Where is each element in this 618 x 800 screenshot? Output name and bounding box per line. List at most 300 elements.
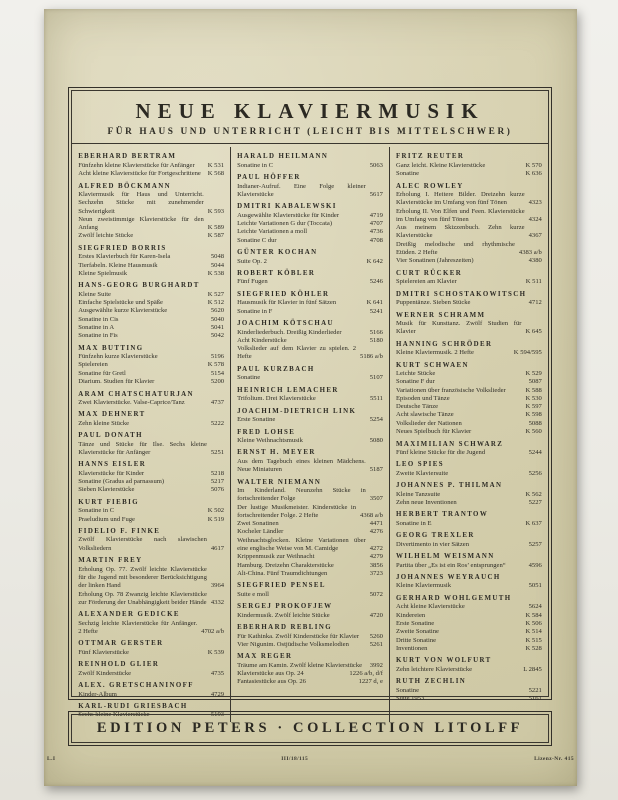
catalog-number: 4324: [528, 215, 542, 223]
work-title: Hamburg. Dreizehn Charakterstücke: [237, 561, 334, 569]
composer-group: [237, 249, 383, 266]
imprint-right: Lizenz-Nr. 415: [534, 756, 574, 762]
catalog-number: 5256: [528, 469, 542, 477]
page-subtitle: FÜR HAUS UND UNTERRICHT (LEICHT BIS MITTELSCHWER): [107, 127, 513, 138]
catalog-number: 4707: [369, 220, 383, 228]
catalog-number: 4737: [210, 398, 225, 406]
work-title: Erste Sonatine: [237, 416, 276, 424]
work-title: Sonatine in Fis: [78, 332, 118, 340]
composer-group: [78, 528, 224, 553]
work-entry: [237, 237, 383, 245]
imprint-line: [47, 756, 574, 762]
composer-name: JOHANNES WEYRAUCH: [395, 574, 501, 582]
work-title: Spielereien am Klavier: [395, 278, 457, 286]
work-entry: [396, 162, 542, 170]
work-entry: [78, 649, 224, 657]
work-entry: [237, 345, 383, 362]
catalog-page: [44, 9, 577, 786]
catalog-number: K 529: [525, 369, 542, 377]
composer-name: ALFRED BÖCKMANN: [78, 182, 171, 190]
catalog-number: 4736: [369, 228, 383, 236]
catalog-number: 5246: [369, 278, 383, 286]
catalog-number: L 2845: [523, 665, 542, 673]
work-title: Sonatine in E: [395, 519, 432, 527]
catalog-number: 5107: [369, 374, 383, 382]
work-entry: [396, 470, 542, 478]
catalog-number: K 597: [525, 403, 542, 411]
work-title: Ganz leicht. Kleine Klavierstücke: [395, 161, 486, 169]
work-title: Sonatine in C: [237, 161, 273, 169]
composer-name: LEO SPIES: [395, 461, 444, 469]
work-entry: [396, 520, 542, 528]
work-title: Acht kleine Klavierstücke für Fortgeschrittene: [78, 170, 201, 178]
work-title: Sechzig leichte Klavierstücke für Anfänger. 2 Hefte: [78, 619, 198, 635]
work-entry: [237, 487, 383, 504]
work-entry: [396, 612, 542, 620]
catalog-number: 5222: [210, 419, 225, 427]
work-entry: [237, 329, 383, 337]
work-title: Sechs kleine Klavierstücke: [78, 711, 150, 719]
catalog-number: K 528: [525, 644, 542, 652]
work-title: Kleine Spielmusik: [78, 269, 128, 277]
work-title: Für Kathinka. Zwölf Kinderstücke für Klavier: [237, 632, 360, 640]
catalog-number: 5166: [369, 328, 383, 336]
work-entry: [237, 570, 383, 578]
work-title: Weihnachtsglocken. Kleine Variationen über eine englische Weise von M. Camidge: [237, 536, 366, 553]
catalog-number: K 636: [525, 170, 542, 178]
work-title: Zweite Sonatine: [395, 628, 439, 636]
composer-name: MAX BUTTING: [78, 344, 144, 352]
composer-name: HANNING SCHRÖDER: [395, 340, 493, 348]
catalog-number: K 584: [525, 611, 542, 619]
work-entry: [396, 403, 542, 411]
catalog-number: 3964: [210, 582, 225, 590]
composer-group: [78, 557, 224, 607]
catalog-number: K 568: [207, 170, 225, 178]
catalog-content: [71, 90, 549, 719]
work-entry: [237, 662, 383, 670]
work-title: Kindermusik. Zwölf leichte Stücke: [237, 611, 330, 619]
work-entry: [237, 670, 383, 678]
catalog-number: 3507: [369, 495, 383, 503]
catalog-number: K 641: [366, 299, 383, 307]
catalog-number: 4712: [528, 299, 542, 307]
composer-name: KURT VON WOLFURT: [395, 657, 492, 665]
work-entry: [78, 361, 224, 369]
column-2: [230, 147, 389, 722]
catalog-number: 5244: [528, 448, 542, 456]
work-entry: [78, 191, 224, 216]
work-title: Aus dem Tagebuch eines kleinen Mädchens. Neue Miniaturen: [237, 457, 366, 474]
catalog-number: 5041: [210, 323, 225, 331]
catalog-number: 5088: [528, 419, 542, 427]
catalog-number: K 560: [525, 428, 542, 436]
composer-name: RUTH ZECHLIN: [395, 678, 467, 686]
catalog-number: 5624: [528, 603, 542, 611]
composer-name: MAXIMILIAN SCHWARZ: [395, 440, 504, 448]
work-entry: [78, 478, 224, 486]
work-entry: [78, 170, 224, 178]
work-title: Sonatine: [237, 374, 261, 382]
work-title: Erholung Op. 77. Zwölf leichte Klavierstücke für die Jugend mit besonderer Berücksichtigung der linken Hand: [78, 565, 207, 590]
composer-group: [78, 432, 224, 457]
publisher-line: EDITION PETERS · COLLECTION LITOLFF: [96, 720, 524, 736]
work-entry: [237, 528, 383, 536]
composer-name: CURT RÜCKER: [395, 269, 463, 277]
composer-group: [237, 449, 383, 474]
work-entry: [396, 499, 542, 507]
work-entry: [396, 299, 542, 307]
work-entry: [78, 262, 224, 270]
composer-group: [237, 270, 383, 287]
catalog-number: 4729: [210, 690, 225, 698]
catalog-number: 5161: [528, 694, 542, 702]
composer-name: KARL-RUDI GRIESBACH: [78, 703, 188, 711]
work-entry: [237, 537, 383, 554]
work-title: Aus meinem Skizzenbuch. Zehn kurze Klavierstücke: [395, 224, 525, 240]
composer-name: KURT SCHWAEN: [395, 361, 469, 369]
catalog-number: K 530: [525, 394, 542, 402]
catalog-number: 5257: [528, 540, 542, 548]
work-title: Einfache Spielstücke und Späße: [78, 299, 163, 307]
work-entry: [78, 420, 224, 428]
work-title: Zehn neue Inventionen: [395, 498, 457, 506]
work-title: Zwei Klavierstücke. Valse-Caprice/Tanz: [78, 398, 185, 406]
catalog-number: 5187: [369, 466, 383, 474]
catalog-number: 5227: [528, 498, 542, 506]
work-entry: [237, 562, 383, 570]
work-title: Sonatine in C: [78, 507, 115, 515]
catalog-number: K 514: [525, 628, 542, 636]
work-entry: [237, 520, 383, 528]
work-entry: [237, 437, 383, 445]
work-title: Zehn leichtere Klavierstücke: [395, 665, 473, 673]
work-entry: [396, 628, 542, 636]
work-entry: [237, 299, 383, 307]
catalog-number: K 570: [525, 161, 542, 169]
composer-group: [78, 461, 224, 494]
work-entry: [237, 416, 383, 424]
work-title: Tierfabeln. Kleine Hausmusik: [78, 261, 158, 269]
work-title: Acht slawische Tänze: [395, 411, 454, 419]
work-title: Deutsche Tänze: [395, 403, 439, 411]
work-title: Kleine Klaviermusik. 2 Hefte: [395, 349, 474, 357]
work-title: Fünfzehn kleine Klavierstücke für Anfänger: [78, 161, 195, 169]
catalog-number: 5154: [210, 369, 225, 377]
catalog-number: 5620: [210, 307, 225, 315]
composer-group: [237, 624, 383, 649]
catalog-number: 5617: [369, 190, 383, 198]
work-title: Fünf kleine Stücke für die Jugend: [395, 448, 486, 456]
work-entry: [237, 258, 383, 266]
work-title: Sonatine: [395, 686, 420, 694]
work-title: Fünfzehn kurze Klavierstücke: [78, 353, 158, 361]
work-title: Ausgewählte kurze Klavierstücke: [78, 307, 168, 315]
work-entry: [78, 470, 224, 478]
composer-group: [78, 499, 224, 524]
work-entry: [396, 687, 542, 695]
composer-name: JOACHIM KÖTSCHAU: [237, 320, 334, 328]
work-title: Klavierstücke für Kinder: [78, 469, 145, 477]
catalog-number: K 512: [207, 299, 225, 307]
catalog-number: 4332: [210, 598, 225, 606]
work-title: Variationen über französische Volkslieder: [395, 386, 506, 394]
catalog-number: K 578: [207, 361, 225, 369]
catalog-number: K 588: [525, 386, 542, 394]
catalog-number: K 515: [525, 636, 542, 644]
work-title: Klavierstücke aus Op. 24: [237, 670, 304, 677]
catalog-number: 4720: [369, 611, 383, 619]
work-title: Kleine Suite: [78, 290, 111, 298]
composer-name: GEORG TREXLER: [395, 532, 475, 540]
work-entry: [396, 620, 542, 628]
work-title: Tänze und Stücke für Ilse. Sechs kleine Klavierstücke für Anfänger: [78, 440, 207, 456]
work-entry: [78, 332, 224, 340]
work-entry: [396, 411, 542, 419]
composer-name: REINHOLD GLIER: [78, 661, 160, 669]
work-title: Partita über „Es ist ein Ros’ entsprungen“: [395, 561, 506, 569]
work-entry: [78, 216, 224, 233]
work-entry: [78, 324, 224, 332]
catalog-number: 4368 a/b: [360, 511, 383, 519]
catalog-border-box: [68, 87, 552, 719]
work-entry: [78, 399, 224, 407]
work-title: Sonatine in A: [78, 323, 115, 331]
work-entry: [78, 670, 224, 678]
catalog-number: 4617: [210, 544, 225, 552]
work-entry: [237, 504, 383, 521]
composer-name: EBERHARD BERTRAM: [78, 153, 177, 161]
composer-name: HANS-GEORG BURGHARDT: [78, 282, 200, 290]
catalog-number: 4367: [528, 232, 542, 240]
composer-name: MAX REGER: [237, 653, 293, 661]
work-entry: [396, 208, 542, 225]
publisher-content: [71, 714, 549, 743]
work-entry: [78, 353, 224, 361]
work-title: Volkslieder der Nationen: [395, 419, 462, 427]
catalog-number: 5080: [369, 436, 383, 444]
composer-group: [237, 366, 383, 383]
composer-group: [396, 291, 542, 308]
work-entry: [396, 224, 542, 241]
catalog-number: K 519: [207, 515, 225, 523]
catalog-number: 5200: [210, 378, 225, 386]
catalog-number: K 511: [525, 278, 542, 286]
work-entry: [237, 591, 383, 599]
catalog-number: K 527: [207, 290, 225, 298]
catalog-number: 5048: [210, 253, 225, 261]
composer-group: [396, 153, 542, 178]
catalog-number: 5044: [210, 261, 225, 269]
work-entry: [78, 370, 224, 378]
work-entry: [78, 516, 224, 524]
work-entry: [396, 562, 542, 570]
work-entry: [78, 316, 224, 324]
catalog-number: 5072: [369, 590, 383, 598]
catalog-number: K 598: [525, 411, 542, 419]
work-entry: [237, 228, 383, 236]
composer-name: GÜNTER KOCHAN: [237, 249, 318, 257]
work-title: Sonatine in Cis: [78, 315, 119, 323]
composer-group: [237, 387, 383, 404]
work-title: Fünf Klavierstücke: [78, 648, 129, 656]
catalog-number: 5196: [210, 353, 225, 361]
work-entry: [396, 395, 542, 403]
composer-group: [78, 640, 224, 657]
work-entry: [396, 603, 542, 611]
composer-name: HANNS EISLER: [78, 461, 147, 469]
work-entry: [237, 633, 383, 641]
work-entry: [78, 591, 224, 608]
catalog-number: 5241: [369, 307, 383, 315]
composer-group: [78, 153, 224, 178]
work-title: Divertimento in vier Sätzen: [395, 540, 469, 548]
work-entry: [78, 299, 224, 307]
composer-group: [237, 203, 383, 245]
work-title: Zwölf leichte Stücke: [78, 232, 134, 240]
catalog-number: 4702 a/b: [201, 627, 225, 635]
catalog-number: 4735: [210, 669, 225, 677]
work-title: Vier Sonatinen (Jahreszeiten): [395, 257, 474, 265]
catalog-number: 1226 a/b, d/f: [349, 670, 383, 677]
composer-group: [237, 653, 383, 686]
composer-group: [237, 603, 383, 620]
work-entry: [396, 541, 542, 549]
catalog-number: K 593: [207, 207, 225, 215]
composer-group: [396, 553, 542, 570]
work-title: Diarium. Studien für Klavier: [78, 378, 155, 386]
catalog-number: K 538: [207, 269, 225, 277]
composer-group: [237, 479, 383, 579]
catalog-number: 4323: [528, 199, 542, 207]
catalog-number: 4279: [369, 553, 383, 561]
catalog-number: K 531: [207, 161, 225, 169]
work-entry: [396, 666, 542, 674]
work-title: Zwölf Kinderstücke: [78, 669, 132, 677]
work-title: Acht Kinderstücke: [237, 336, 287, 344]
composer-group: [237, 153, 383, 170]
composer-name: MARTIN FREY: [78, 557, 143, 565]
catalog-number: 5251: [210, 448, 225, 456]
work-title: Indianer-Aufruf. Eine Folge kleiner Klavierstücke: [237, 182, 366, 198]
work-entry: [78, 162, 224, 170]
work-title: Hausmusik für Klavier in fünf Sätzen: [237, 299, 337, 307]
work-title: Klaviermusik für Haus und Unterricht. Sechzehn Stücke mit zunehmender Schwierigkeit: [78, 190, 204, 215]
composer-group: [78, 391, 224, 408]
work-title: Erholung Op. 78 Zwanzig leichte Klavierstücke zur Förderung der Unabhängigkeit beider Hände: [78, 590, 207, 606]
work-title: Dreißig melodische und rhythmische Etüden. 2 Hefte: [395, 240, 515, 257]
composer-name: KURT FIEBIG: [78, 498, 139, 506]
composer-group: [78, 245, 224, 278]
catalog-number: 5063: [369, 161, 383, 169]
composer-group: [396, 270, 542, 287]
catalog-number: 5087: [528, 378, 542, 386]
work-title: Musik für Kunsttanz. Zwölf Studien für Klavier: [395, 319, 522, 336]
catalog-number: 4272: [369, 545, 383, 553]
catalog-number: 5042: [210, 332, 225, 340]
work-entry: [396, 378, 542, 386]
catalog-number: 5511: [369, 395, 383, 403]
work-entry: [78, 270, 224, 278]
composer-name: SERGEJ PROKOFJEW: [237, 603, 333, 611]
catalog-number: 4380: [528, 257, 542, 265]
composer-name: FRED LOHSE: [237, 428, 296, 436]
catalog-number: K 589: [207, 224, 225, 232]
work-entry: [237, 337, 383, 345]
work-title: Acht kleine Klavierstücke: [395, 603, 465, 611]
composer-name: ROBERT KÖBLER: [237, 270, 316, 278]
imprint-left: L.I: [47, 756, 56, 762]
composer-group: [396, 678, 542, 703]
work-title: Suite Op. 2: [237, 257, 267, 265]
work-title: Zwei Sonatinen: [237, 520, 279, 528]
composer-group: [396, 511, 542, 528]
work-title: Leichte Variationen a moll: [237, 228, 308, 236]
composer-group: [396, 532, 542, 549]
catalog-number: 3723: [369, 569, 383, 577]
work-title: Sonatine C dur: [237, 236, 277, 244]
composer-name: JOHANNES P. THILMAN: [395, 482, 503, 490]
work-title: Dritte Sonatine: [395, 636, 437, 644]
work-title: Praeludium und Fuge: [78, 515, 135, 523]
work-entry: [237, 612, 383, 620]
publisher-border-box: [68, 711, 552, 746]
work-title: Sieben Klavierstücke: [78, 486, 135, 494]
composer-name: GERHARD WOHLGEMUTH: [395, 594, 512, 602]
work-entry: [78, 536, 224, 553]
composer-name: ERNST H. MEYER: [237, 449, 316, 457]
work-title: Suite 1953: [395, 694, 425, 702]
composer-name: WILHELM WEISMANN: [395, 553, 495, 561]
work-entry: [237, 395, 383, 403]
work-title: Kleine Klaviermusik: [395, 582, 452, 590]
work-title: Sonatine für Gretl: [78, 369, 126, 377]
work-entry: [396, 491, 542, 499]
column-3: [389, 147, 548, 722]
catalog-number: 1227 d, e: [358, 678, 383, 686]
work-entry: [396, 257, 542, 265]
work-entry: [396, 420, 542, 428]
composer-name: HARALD HEILMANN: [237, 153, 329, 161]
catalog-number: K 539: [207, 648, 225, 656]
catalog-number: K 587: [207, 232, 225, 240]
catalog-columns: [72, 146, 548, 722]
work-title: Erholung II. Von Elfen und Feen. Klavierstücke im Umfang von fünf Tönen: [395, 207, 525, 223]
work-title: Kinderliederbuch. Dreißig Kinderlieder: [237, 328, 342, 336]
work-entry: [237, 308, 383, 316]
composer-name: EBERHARD REBLING: [237, 624, 333, 632]
work-title: Neun zweistimmige Klavierstücke für den Anfang: [78, 215, 204, 232]
work-title: Fantasiestücke aus Op. 26: [237, 678, 306, 686]
catalog-number: K 562: [525, 490, 542, 498]
work-title: Trifolium. Drei Klavierstücke: [237, 395, 316, 403]
composer-name: ALEXANDER GEDICKE: [78, 611, 180, 619]
composer-name: FRITZ REUTER: [395, 153, 465, 161]
catalog-number: 5261: [369, 640, 383, 648]
work-title: Im Kinderland. Neunzehn Stücke in fortschreitender Folge: [237, 486, 366, 503]
composer-group: [78, 183, 224, 241]
work-entry: [78, 232, 224, 240]
catalog-number: K 637: [525, 519, 542, 527]
work-title: Sonatine (Gradus ad parnassum): [78, 478, 165, 486]
composer-group: [396, 362, 542, 437]
catalog-number: K 642: [366, 257, 383, 265]
work-title: Spielereien: [78, 361, 108, 369]
work-entry: [396, 241, 542, 258]
page-title: NEUE KLAVIERMUSIK: [135, 99, 485, 124]
work-title: Puppentänze. Sieben Stücke: [395, 299, 471, 307]
column-1: [72, 147, 230, 722]
